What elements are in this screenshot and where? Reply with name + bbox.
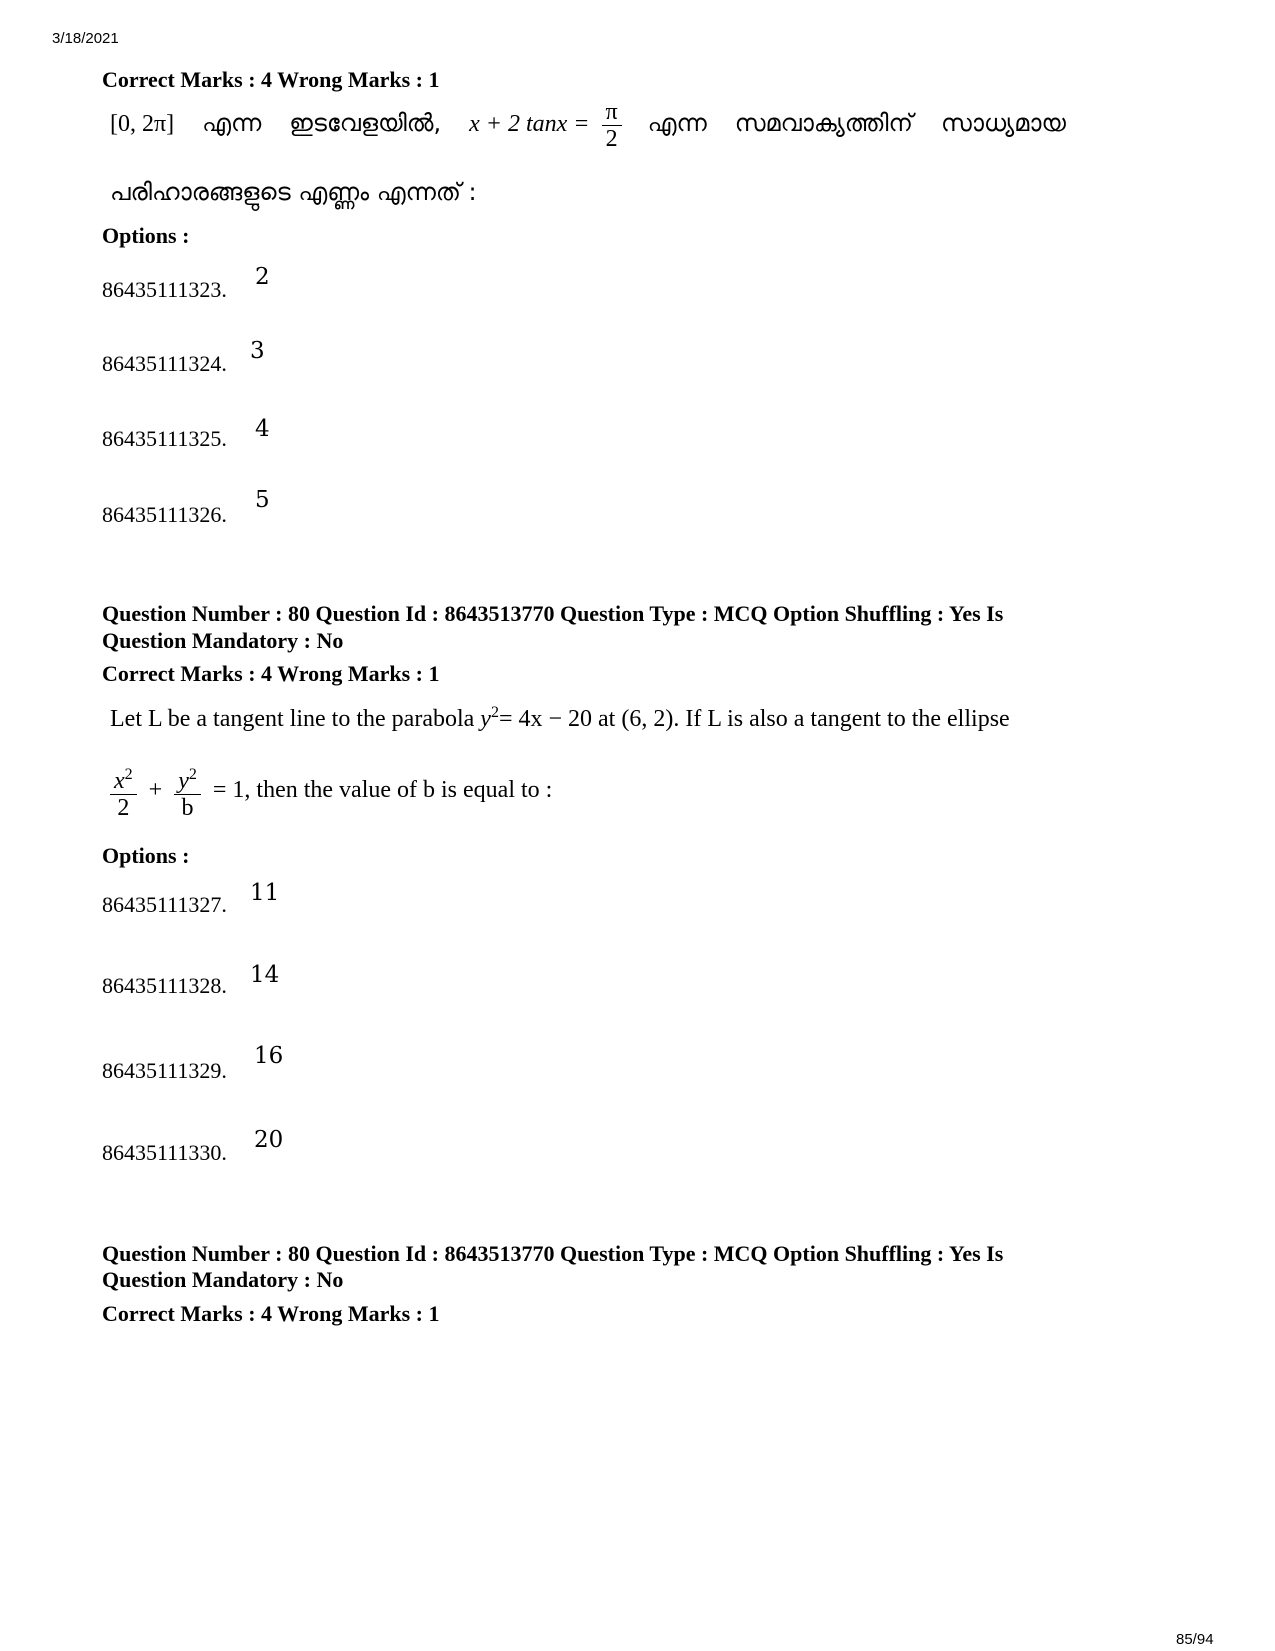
page-number: 85/94 [1176,1631,1214,1648]
x-squared-over-2 [110,762,137,821]
question-2-line-2 [110,762,552,821]
question-1-line-1 [110,99,1066,152]
option-id: 86435111327. [102,892,227,917]
marks-line-1: Correct Marks : 4 Wrong Marks : 1 [102,67,440,92]
fraction-denominator: b [181,795,194,821]
word: സാധ്യമായ [940,109,1066,138]
equation-left: x + 2 tanx = [469,111,590,138]
plus-sign: + [148,777,163,804]
options-label: Options : [102,843,190,868]
option-value: 5 [255,487,270,513]
option-id: 86435111323. [102,277,227,302]
question-header-line-2: Question Mandatory : No [102,1267,344,1292]
text: = 4x − 20 at (6, 2). If L is also a tangent to the ellipse [498,706,1010,732]
fraction-denominator: 2 [605,126,618,152]
fraction-numerator: π [602,99,622,126]
question-header-line-1: Question Number : 80 Question Id : 8643513770 Question Type : MCQ Option Shuffling : Yes Is [102,601,1004,626]
word: ഇടവേളയിൽ, [289,109,442,138]
text: Let L be a tangent line to the parabola [110,706,475,732]
option-id: 86435111330. [102,1140,227,1165]
word: എന്ന [647,109,707,138]
word: എന്ന [202,109,262,138]
marks-line-2: Correct Marks : 4 Wrong Marks : 1 [102,661,440,686]
option-value: 16 [254,1043,284,1069]
question-header-line-1: Question Number : 80 Question Id : 8643513770 Question Type : MCQ Option Shuffling : Yes Is [102,1241,1004,1266]
y-squared-over-b [174,762,201,821]
question-2-line-1 [110,704,1010,733]
exponent: 2 [490,704,499,721]
text: = 1, then the value of b is equal to : [212,777,553,804]
option-id: 86435111324. [102,351,227,376]
option-value: 14 [250,962,280,988]
interval: [0, 2π] [110,111,175,138]
option-value: 2 [255,264,270,290]
question-1-line-2: പരിഹാരങ്ങളുടെ എണ്ണം എന്നത് : [110,178,477,206]
print-date: 3/18/2021 [52,30,119,47]
var-y: y [480,706,491,732]
pi-over-2-fraction [602,99,622,152]
fraction-numerator: $x^2$ [110,762,137,795]
fraction-denominator: 2 [117,795,130,821]
option-id: 86435111329. [102,1058,227,1083]
question-header-line-2: Question Mandatory : No [102,628,344,653]
option-value: 20 [254,1127,284,1153]
option-value: 3 [250,338,265,364]
word: സമവാക്യത്തിന് [734,109,913,138]
marks-line-3: Correct Marks : 4 Wrong Marks : 1 [102,1301,440,1326]
option-value: 11 [250,880,280,906]
option-id: 86435111328. [102,973,227,998]
options-label: Options : [102,223,190,248]
fraction-numerator: $y^2$ [174,762,201,795]
option-value: 4 [255,416,270,442]
option-id: 86435111325. [102,426,227,451]
option-id: 86435111326. [102,502,227,527]
